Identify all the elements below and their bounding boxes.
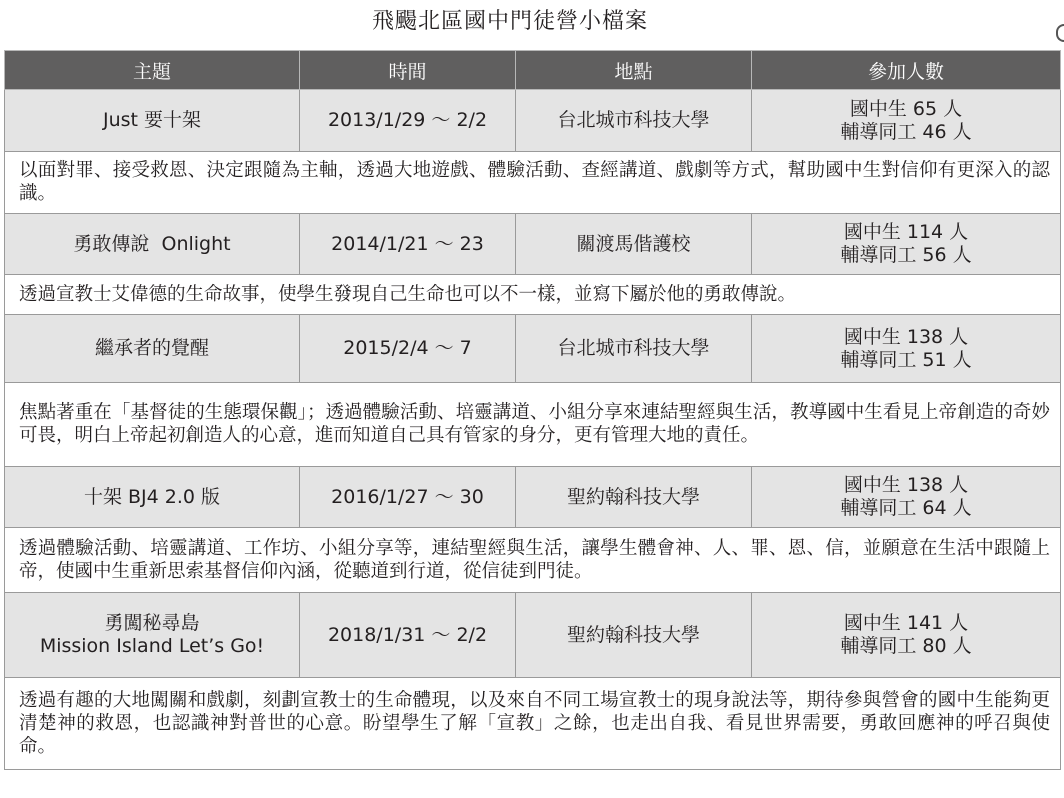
camp-row (5, 214, 1061, 275)
staff-count: 輔導同工 80 人 (840, 635, 972, 657)
camp-row (5, 593, 1061, 678)
camp-description: 透過有趣的大地闖關和戲劇，刻劃宣教士的生命體現，以及來自不同工場宣教士的現身說法等，期待參與營會的國中生能夠更清楚神的救恩，也認識神對普世的心意。盼望學生了解「宣教」之餘，也走出自我、看見世界需要，勇敢回應神的呼召與使命。 (5, 678, 1061, 770)
camp-theme-line: 繼承者的覺醒 (94, 337, 209, 359)
camp-description-row (5, 383, 1061, 467)
staff-count: 輔導同工 51 人 (840, 348, 972, 371)
camp-theme (5, 90, 300, 152)
camp-theme-line: Just 要十架 (102, 109, 202, 131)
student-count: 國中生 141 人 (843, 612, 969, 634)
camp-theme-line: 勇敢傳說 Onlight (73, 232, 231, 255)
staff-count: 輔導同工 64 人 (840, 497, 972, 519)
camp-place: 聖約翰科技大學 (516, 467, 752, 528)
page-title: 飛颺北區國中門徒營小檔案 (371, 9, 648, 34)
header-theme: 主題 (5, 51, 300, 90)
camp-description-row (5, 152, 1061, 214)
student-count: 國中生 138 人 (843, 474, 969, 496)
camp-place: 台北城市科技大學 (516, 90, 752, 152)
camp-theme-line: 十架 BJ4 2.0 版 (83, 485, 221, 508)
camp-place: 聖約翰科技大學 (516, 593, 752, 678)
staff-count: 輔導同工 46 人 (840, 120, 972, 143)
header-place: 地點 (516, 51, 752, 90)
camp-row (5, 467, 1061, 528)
camp-theme (5, 214, 300, 275)
camp-time: 2013/1/29 ～ 2/2 (300, 90, 516, 152)
camp-participants (752, 467, 1061, 528)
student-count: 國中生 138 人 (843, 325, 969, 348)
camp-participants (752, 214, 1061, 275)
camp-participants (752, 593, 1061, 678)
camp-description-row (5, 528, 1061, 593)
camp-place: 台北城市科技大學 (516, 315, 752, 383)
camp-description: 透過宣教士艾偉德的生命故事，使學生發現自己生命也可以不一樣，並寫下屬於他的勇敢傳說。 (5, 275, 1061, 315)
camp-time: 2016/1/27 ～ 30 (300, 467, 516, 528)
camp-theme-line: 勇闖秘尋島 (104, 612, 200, 634)
camp-time: 2018/1/31 ～ 2/2 (300, 593, 516, 678)
camp-participants (752, 90, 1061, 152)
camp-place: 關渡馬偕護校 (516, 214, 752, 275)
camp-participants (752, 315, 1061, 383)
camp-theme (5, 593, 300, 678)
camp-theme (5, 467, 300, 528)
camp-row (5, 90, 1061, 152)
camp-description-row (5, 275, 1061, 315)
student-count: 國中生 65 人 (849, 97, 963, 120)
header-time: 時間 (300, 51, 516, 90)
camp-description: 以面對罪、接受救恩、決定跟隨為主軸，透過大地遊戲、體驗活動、查經講道、戲劇等方式，幫助國中生對信仰有更深入的認識。 (5, 152, 1061, 214)
camp-description-row (5, 678, 1061, 770)
table-header-row (5, 51, 1061, 90)
page-edge-mark (1056, 24, 1064, 42)
camp-time: 2015/2/4 ～ 7 (300, 315, 516, 383)
camp-theme (5, 315, 300, 383)
camp-row (5, 315, 1061, 383)
staff-count: 輔導同工 56 人 (840, 244, 972, 266)
camp-description: 透過體驗活動、培靈講道、工作坊、小組分享等，連結聖經與生活，讓學生體會神、人、罪、恩、信，並願意在生活中跟隨上帝，使國中生重新思索基督信仰內涵，從聽道到行道，從信徒到門徒。 (5, 528, 1061, 593)
camp-description: 焦點著重在「基督徒的生態環保觀」；透過體驗活動、培靈講道、小組分享來連結聖經與生活，教導國中生看見上帝創造的奇妙可畏，明白上帝起初創造人的心意，進而知道自己具有管家的身分，更有管理大地的責任。 (5, 383, 1061, 467)
camp-theme-line: Mission Island Let’s Go! (39, 635, 265, 657)
header-participants: 參加人數 (752, 51, 1061, 90)
camp-table (4, 50, 1061, 770)
camp-time: 2014/1/21 ～ 23 (300, 214, 516, 275)
student-count: 國中生 114 人 (843, 221, 969, 243)
